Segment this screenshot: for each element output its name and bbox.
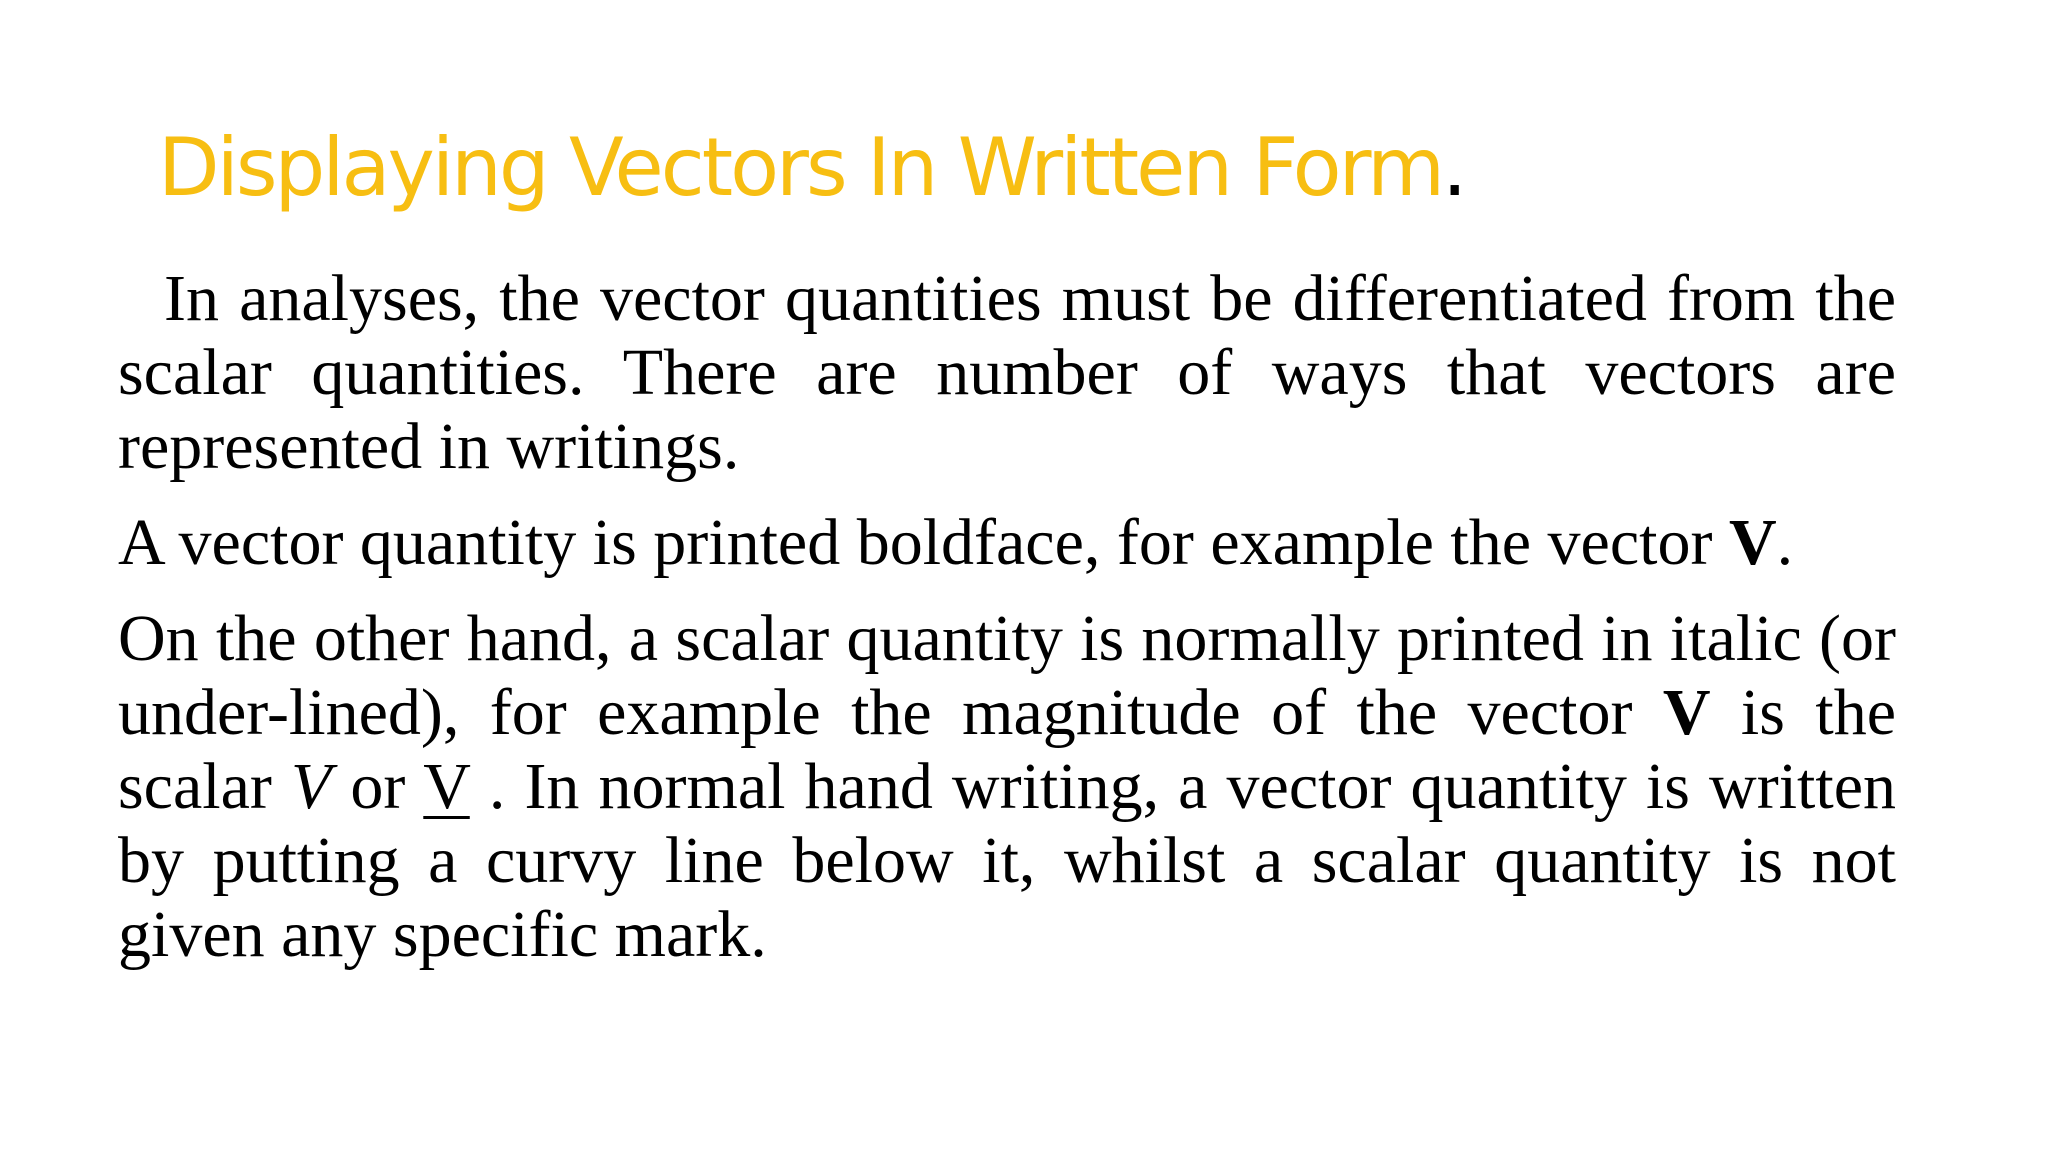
- slide-title: [158, 118, 1464, 218]
- title-text: Displaying Vectors In Written Form: [158, 121, 1443, 214]
- scalar-text-4: . In normal hand writing, a vector quantity is written by putting a curvy line below it, whilst a scalar quantity is not given any specific mark.: [118, 750, 1896, 971]
- boldface-text-after: .: [1776, 506, 1794, 579]
- italic-scalar-symbol: V: [290, 750, 332, 823]
- paragraph-scalar: [118, 602, 1896, 972]
- title-period: .: [1442, 121, 1465, 214]
- scalar-text-3: or: [331, 750, 424, 823]
- bold-vector-symbol-2: V: [1662, 676, 1711, 749]
- scalar-text-1: On the other hand, a scalar quantity is normally printed in italic (or under-lined), for example the magnitude of the vector: [118, 602, 1896, 749]
- bold-vector-symbol: V: [1728, 506, 1777, 579]
- paragraph-intro: In analyses, the vector quantities must be differentiated from the scalar quantities. There are number of ways that vectors are represented in writings.: [118, 262, 1896, 483]
- scalar-text-2: is the scalar: [118, 676, 1896, 823]
- paragraph-boldface: [118, 506, 1896, 580]
- slide-body: [118, 262, 1896, 972]
- boldface-text-before: A vector quantity is printed boldface, for example the vector: [118, 506, 1729, 579]
- underlined-scalar-symbol: V: [423, 750, 470, 823]
